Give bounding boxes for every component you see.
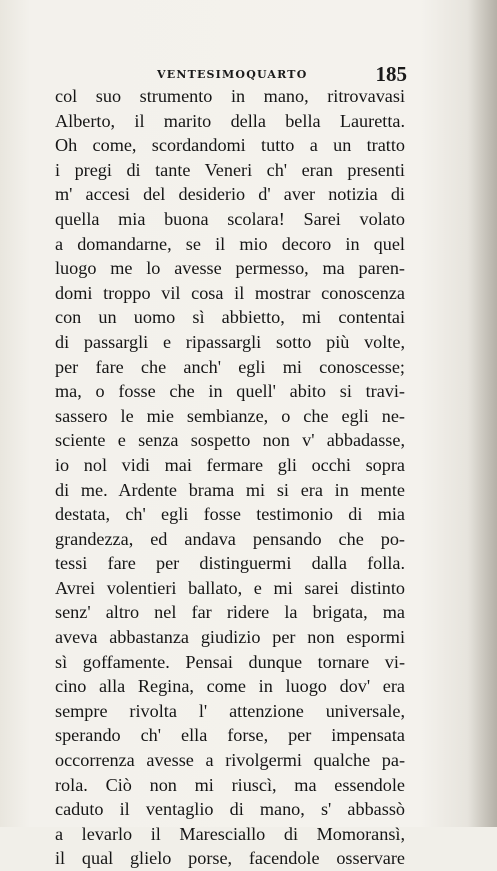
page-header [55,64,405,86]
text-line: di me. Ardente brama mi si era in mente [55,479,405,500]
text-line: destata, ch' egli fosse testimonio di mia [55,504,405,525]
text-line: cino alla Regina, come in luogo dov' era [55,676,405,697]
running-head: VENTESIMOQUARTO [157,68,308,81]
text-line: sempre rivolta l' attenzione universale, [55,700,405,721]
text-line: Avrei volentieri ballato, e mi sarei distinto [55,577,405,598]
text-line: senz' altro nel far ridere la brigata, ma [55,602,405,623]
text-line: con un uomo sì abbietto, mi contentai [55,307,405,328]
text-line: grandezza, ed andava pensando che po- [55,528,405,549]
text-line: luogo me lo avesse permesso, ma paren- [55,258,405,279]
text-line: io nol vidi mai fermare gli occhi sopra [55,454,405,475]
text-line: quella mia buona scolara! Sarei volato [55,208,405,229]
body-text [55,84,405,871]
text-line: i pregi di tante Veneri ch' eran presenti [55,159,405,180]
text-line: a levarlo il Maresciallo di Momoransì, [55,823,405,844]
text-line: rola. Ciò non mi riuscì, ma essendole [55,774,405,795]
text-line: Oh come, scordandomi tutto a un tratto [55,135,405,156]
text-line: per fare che anch' egli mi conoscesse; [55,356,405,377]
text-line: aveva abbastanza giudizio per non espormi [55,627,405,648]
text-line: sperando ch' ella forse, per impensata [55,725,405,746]
text-line: domi troppo vil cosa il mostrar conoscenza [55,282,405,303]
text-line: ma, o fosse che in quell' abito si travi- [55,381,405,402]
text-line: col suo strumento in mano, ritrovavasi [55,86,405,106]
page-edge-shadow [467,0,497,827]
text-line: occorrenza avesse a rivolgermi qualche pa- [55,750,405,771]
text-line: sciente e senza sospetto non v' abbadasse, [55,430,405,451]
text-line: m' accesi del desiderio d' aver notizia di [55,184,405,205]
text-line: sassero le mie sembianze, o che egli ne- [55,405,405,426]
text-line: di passargli e ripassargli sotto più volte, [55,331,405,352]
text-line: Alberto, il marito della bella Lauretta. [55,110,405,131]
page-number: 185 [375,62,407,86]
text-line: il qual glielo porse, facendole osservare [55,848,405,869]
text-line: sì goffamente. Pensai dunque tornare vi- [55,651,405,672]
text-line: a domandarne, se il mio decoro in quel [55,233,405,254]
text-line: caduto il ventaglio di mano, s' abbassò [55,799,405,820]
text-line: tessi fare per distinguermi dalla folla. [55,553,405,574]
